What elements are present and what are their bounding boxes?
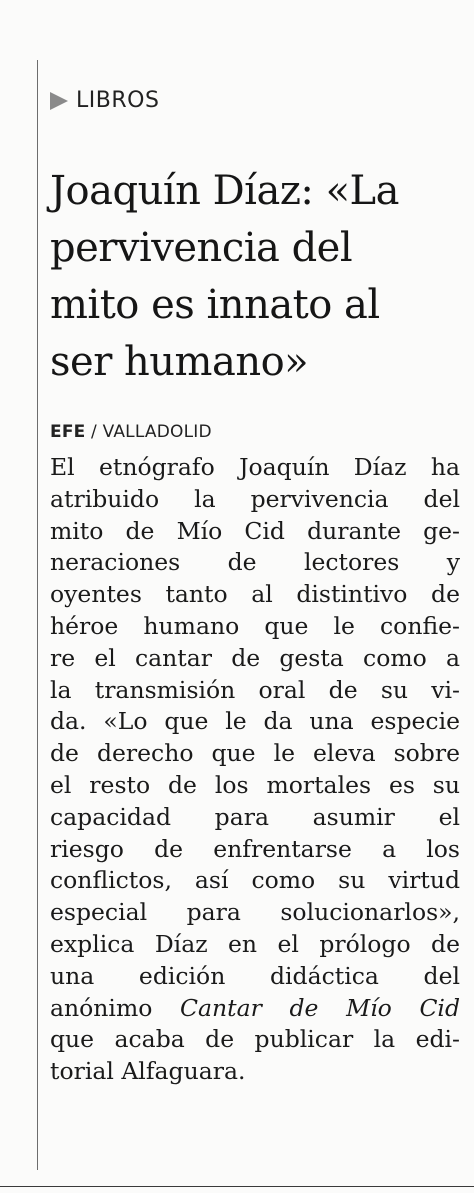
body-line: héroe humano que le confie- bbox=[50, 611, 460, 640]
byline-agency: EFE bbox=[50, 422, 86, 442]
book-title: Cantar de Mío Cid bbox=[180, 993, 460, 1022]
byline-location: VALLADOLID bbox=[102, 422, 212, 442]
body-line: oyentes tanto al distintivo de bbox=[50, 580, 460, 609]
body-line: que acaba de publicar la edi- bbox=[50, 1025, 460, 1054]
byline bbox=[50, 422, 212, 442]
section-label: LIBROS bbox=[76, 88, 160, 113]
body-line: da. «Lo que le da una especie bbox=[50, 707, 460, 736]
column-rule bbox=[37, 60, 38, 1170]
headline-line: ser humano» bbox=[50, 339, 309, 385]
article-body bbox=[50, 452, 460, 1088]
headline bbox=[50, 163, 450, 391]
section-header bbox=[50, 88, 159, 113]
body-line: capacidad para asumir el bbox=[50, 802, 460, 831]
body-line: neraciones de lectores y bbox=[50, 548, 460, 577]
body-line: re el cantar de gesta como a bbox=[50, 643, 460, 672]
body-line: mito de Mío Cid durante ge- bbox=[50, 516, 460, 545]
body-line: de derecho que le eleva sobre bbox=[50, 739, 460, 768]
headline-line: Joaquín Díaz: «La bbox=[50, 168, 399, 214]
body-line: una edición didáctica del bbox=[50, 961, 460, 990]
body-line: riesgo de enfrentarse a los bbox=[50, 834, 460, 863]
section-arrow-icon bbox=[50, 92, 68, 110]
body-line: conflictos, así como su virtud bbox=[50, 866, 460, 895]
body-line: El etnógrafo Joaquín Díaz ha bbox=[50, 453, 460, 481]
headline-line: mito es innato al bbox=[50, 282, 380, 328]
body-line: atribuido la pervivencia del bbox=[50, 484, 460, 513]
body-line: el resto de los mortales es su bbox=[50, 770, 460, 799]
body-text-fragment: anónimo bbox=[50, 993, 181, 1022]
body-line: especial para solucionarlos», bbox=[50, 898, 460, 927]
headline-line: pervivencia del bbox=[50, 225, 353, 271]
body-line: explica Díaz en el prólogo de bbox=[50, 929, 460, 958]
body-line: la transmisión oral de su vi- bbox=[50, 675, 460, 704]
bottom-rule bbox=[0, 1186, 474, 1187]
body-line-with-title bbox=[50, 993, 460, 1025]
body-line: torial Alfaguara. bbox=[50, 1057, 246, 1086]
byline-separator: / bbox=[85, 422, 103, 442]
